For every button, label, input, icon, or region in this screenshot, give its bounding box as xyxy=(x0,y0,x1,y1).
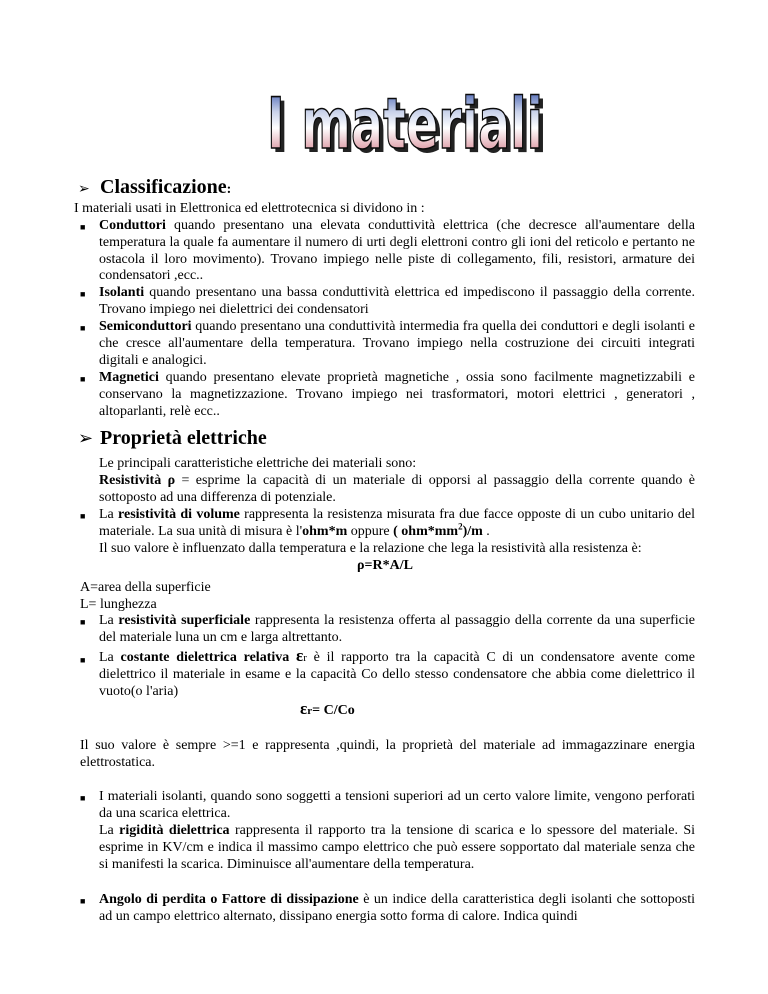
page-title: I materiali xyxy=(267,86,543,160)
paragraph-costante-dielettrica: La costante dielettrica relativa εr è il rapporto tra la capacità C di un condensatore avente come dielettrico il materiale in esame e la capacità Co dello stesso condensatore che abbia come dielettrico il vuoto(o l'aria) xyxy=(99,646,695,699)
square-bullet-icon: ■ xyxy=(80,289,86,299)
paragraph-valore-dielettrico: Il suo valore è sempre >=1 e rappresenta ,quindi, la proprietà del materiale ad immagazzinare energia elettrostatica. xyxy=(80,738,695,770)
section-proprieta-heading xyxy=(78,427,267,450)
square-bullet-icon: ■ xyxy=(80,511,86,521)
title-wordart xyxy=(262,86,552,160)
square-bullet-icon: ■ xyxy=(80,793,86,803)
square-bullet-icon: ■ xyxy=(80,655,86,665)
square-bullet-icon: ■ xyxy=(80,617,86,627)
section-title: Proprietà elettriche xyxy=(100,427,267,449)
legend-lunghezza: L= lunghezza xyxy=(80,597,157,612)
formula-costante-dielettrica: εr= C/Co xyxy=(300,699,355,718)
arrow-bullet-icon: ➢ xyxy=(78,428,94,449)
paragraph-isolanti-scarica: I materiali isolanti, quando sono soggetti a tensioni superiori ad un certo valore limite, vengono perforati da una scarica elettrica. xyxy=(99,789,695,821)
arrow-bullet-icon: ➢ xyxy=(78,181,90,197)
paragraph-rigidita-dielettrica: La rigidità dielettrica rappresenta il rapporto tra la tensione di scarica e lo spessore del materiale. Si esprime in KV/cm e indica il massimo campo elettrico che può essere sopportato dal materiale senza che si manifesti la scarica. Diminuisce all'aumentare della temperatura. xyxy=(99,823,696,872)
square-bullet-icon: ■ xyxy=(80,222,86,232)
paragraph-intro: Le principali caratteristiche elettriche dei materiali sono: xyxy=(99,456,417,471)
square-bullet-icon: ■ xyxy=(80,896,86,906)
list-item-isolanti: Isolanti quando presentano una bassa conduttività elettrica ed impediscono il passaggio della corrente. Trovano impiego nei dielettrici dei condensatori xyxy=(99,285,695,317)
section-title: Classificazione xyxy=(100,176,227,198)
section-classificazione-heading xyxy=(78,176,231,199)
intro-text: I materiali usati in Elettronica ed elettrotecnica si dividono in : xyxy=(74,201,425,216)
list-item-magnetici: Magnetici quando presentano elevate proprietà magnetiche , ossia sono facilmente magnetizzabili e conservano la magnetizzazione. Trovano impiego nei trasformatori, motori elettrici , generatori , altoparlanti, relè ecc.. xyxy=(99,370,695,419)
paragraph-resistivita-volume: La resistività di volume rappresenta la resistenza misurata fra due facce opposte di un cubo unitario del materiale. La sua unità di misura è l'ohm*m oppure ( $ohm*mm^2)/m$ . xyxy=(99,507,696,539)
square-bullet-icon: ■ xyxy=(80,323,86,333)
paragraph-resistivita: Resistività ρ = esprime la capacità di un materiale di opporsi al passaggio della corrente quando è sottoposto ad una differenza di potenziale. xyxy=(99,473,695,505)
paragraph-resistivita-superficiale: La resistività superficiale rappresenta la resistenza offerta al passaggio della corrente da una superficie del materiale luna un cm e larga altrettanto. xyxy=(99,613,695,645)
paragraph-influence: Il suo valore è influenzato dalla temperatura e la relazione che lega la resistività alla resistenza è: xyxy=(99,541,642,556)
paragraph-angolo-perdita: Angolo di perdita o Fattore di dissipazione è un indice della caratteristica degli isolanti che sottoposti ad un campo elettrico alternato, dissipano energia sotto forma di calore. Indica quindi xyxy=(99,892,695,924)
section-title-colon: : xyxy=(226,182,232,197)
legend-area: A=area della superficie xyxy=(80,580,211,595)
title-shadow: I materiali xyxy=(271,87,547,160)
list-item-semiconduttori: Semiconduttori quando presentano una conduttività intermedia fra quella dei conduttori e degli isolanti e che cresce all'aumentare della temperatura. Trovano impiego nella costruzione dei circuiti integrati digitali e analogici. xyxy=(99,319,695,368)
list-item-conduttori: Conduttori quando presentano una elevata conduttività elettrica (che decresce all'aumentare della temperatura la quale fa aumentare il numero di urti degli elettroni contro gli ioni del reticolo e pertanto ne ostacola il loro movimento). Trovano impiego nelle piste di collegamento, fili, resistori, armature dei condensatori ,ecc.. xyxy=(99,218,695,284)
square-bullet-icon: ■ xyxy=(80,374,86,384)
title-wordart-svg xyxy=(262,86,552,160)
formula-resistivita: ρ=R*A/L xyxy=(357,558,413,573)
